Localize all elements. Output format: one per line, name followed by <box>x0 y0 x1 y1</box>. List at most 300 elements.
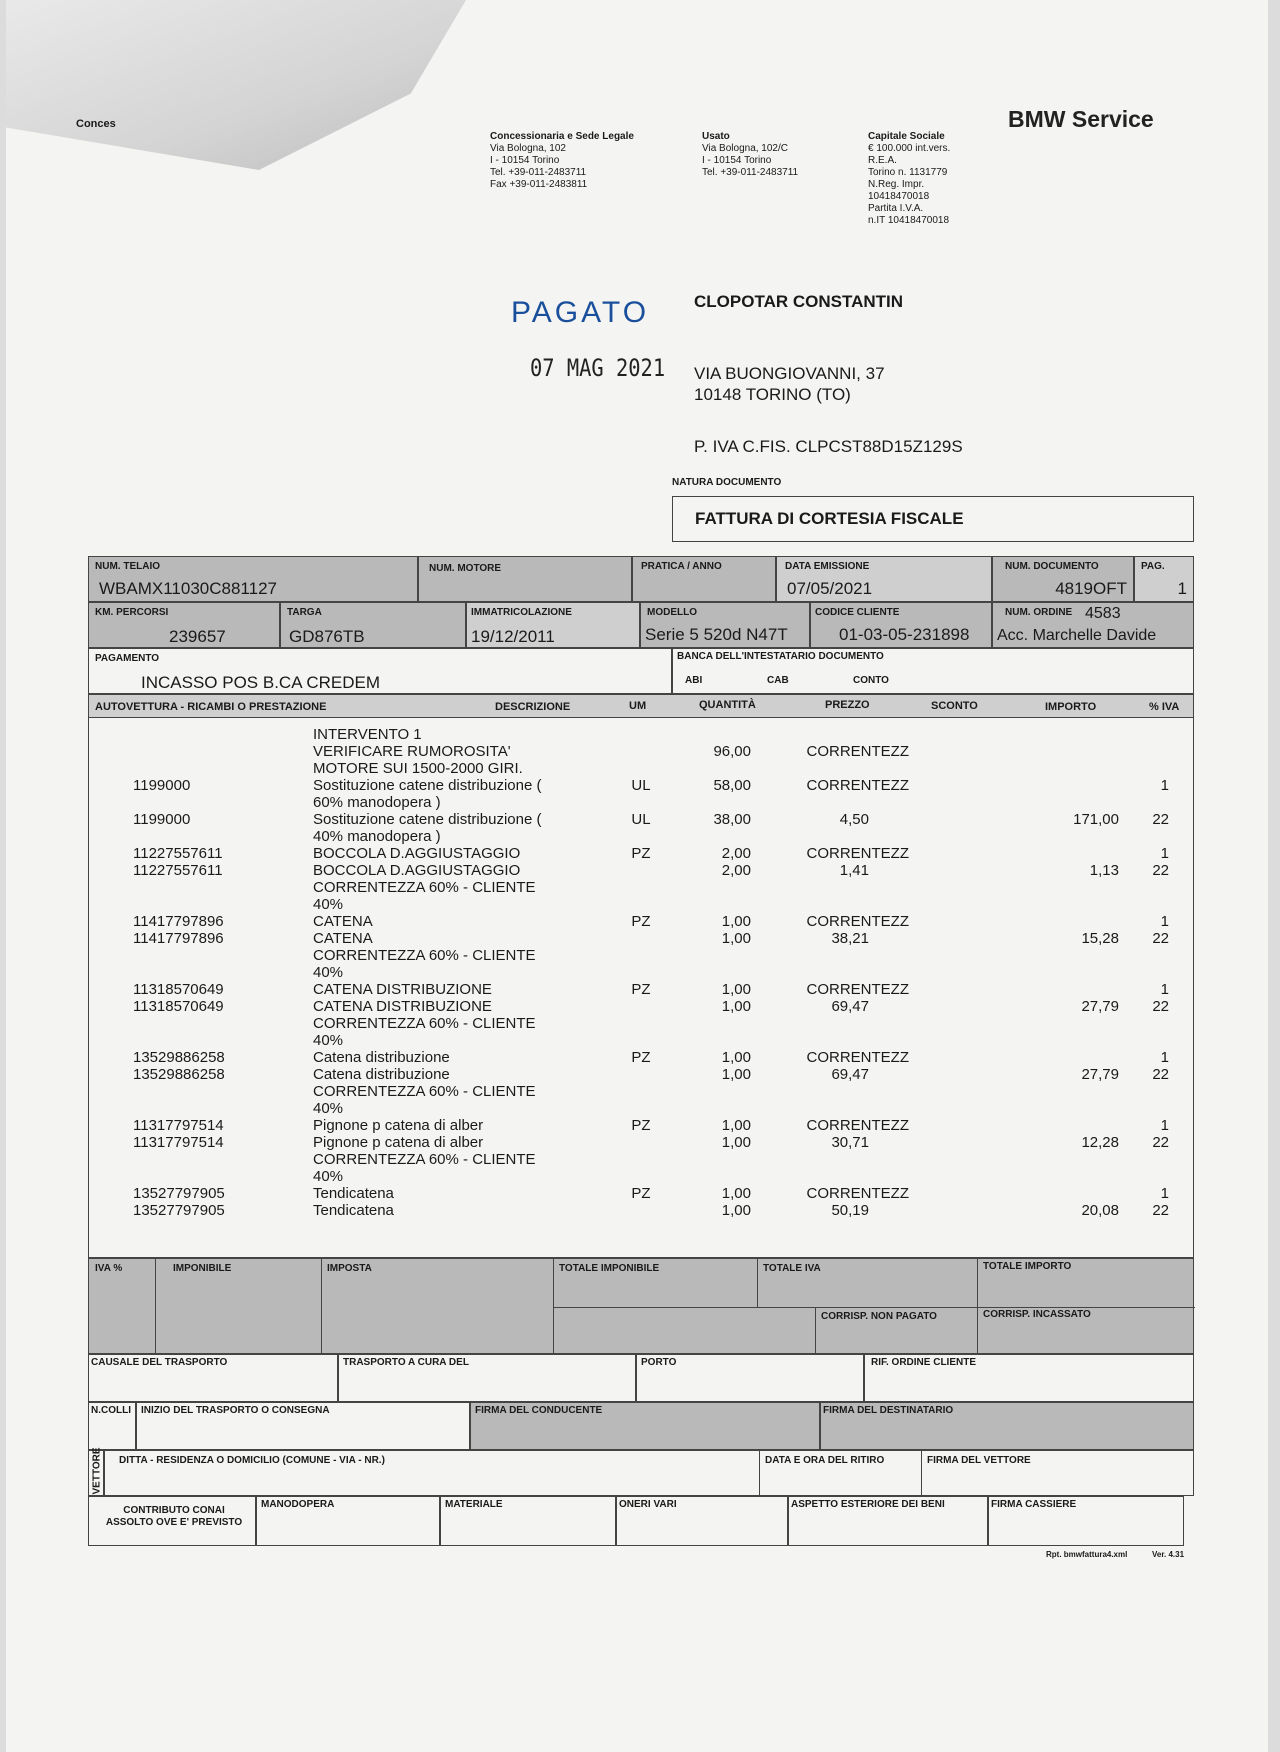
line-iva <box>1119 964 1195 981</box>
col-autovettura: AUTOVETTURA - RICAMBI O PRESTAZIONE <box>95 701 327 713</box>
line-code <box>133 760 313 777</box>
line-code: 11417797896 <box>133 913 224 930</box>
line-description: Catena distribuzione <box>313 1049 450 1066</box>
line-amount <box>1039 845 1119 862</box>
tot-totale-iva: TOTALE IVA <box>763 1263 821 1274</box>
trasporto-a-cura: TRASPORTO A CURA DEL <box>338 1354 636 1402</box>
line-quantity <box>671 1168 781 1185</box>
line-amount <box>1039 726 1119 743</box>
firma-cassiere-box: FIRMA CASSIERE <box>988 1496 1184 1546</box>
line-iva: 22 <box>1152 998 1169 1015</box>
line-description: CORRENTEZZA 60% - CLIENTE <box>313 1083 536 1100</box>
line-um: PZ <box>631 1049 651 1066</box>
col-sconto: SCONTO <box>931 700 978 712</box>
line-quantity <box>671 879 781 896</box>
line-description: Sostituzione catene distribuzione ( <box>313 811 542 828</box>
line-price: 4,50 <box>839 811 869 828</box>
n-colli: N.COLLI <box>88 1402 136 1450</box>
line-description: CATENA DISTRIBUZIONE <box>313 981 492 998</box>
col-iva: % IVA <box>1149 701 1180 713</box>
line-code: 11318570649 <box>133 981 224 998</box>
invoice-line-row <box>89 964 1195 981</box>
line-description: BOCCOLA D.AGGIUSTAGGIO <box>313 862 521 879</box>
invoice-line-row <box>89 828 1195 845</box>
line-um <box>611 862 671 879</box>
line-iva: 22 <box>1152 1134 1169 1151</box>
line-um: UL <box>631 811 651 828</box>
field-targa: TARGA GD876TB <box>280 602 466 648</box>
col-importo: IMPORTO <box>1045 701 1097 713</box>
line-amount <box>1039 1049 1119 1066</box>
line-iva <box>1119 1015 1195 1032</box>
line-quantity <box>671 1083 781 1100</box>
line-code <box>133 1015 313 1032</box>
invoice-line-row <box>89 811 1195 828</box>
line-price <box>781 879 909 896</box>
line-description: MOTORE SUI 1500-2000 GIRI. <box>313 760 523 777</box>
company-usato: Usato Via Bologna, 102/C I - 10154 Torino Tel. +39-011-2483711 <box>702 131 799 178</box>
invoice-line-row <box>89 1066 1195 1083</box>
invoice-line-row <box>89 862 1195 879</box>
tot-imponibile: IMPONIBILE <box>173 1263 232 1274</box>
line-quantity <box>671 1015 781 1032</box>
line-description: VERIFICARE RUMOROSITA' <box>313 743 511 760</box>
line-quantity: 2,00 <box>721 862 751 879</box>
line-amount <box>1039 1168 1119 1185</box>
line-quantity: 38,00 <box>713 811 751 828</box>
line-code: 13529886258 <box>133 1049 225 1066</box>
line-code <box>133 726 313 743</box>
line-quantity <box>671 947 781 964</box>
line-amount <box>1039 1185 1119 1202</box>
line-code <box>133 1032 313 1049</box>
line-description: CORRENTEZZA 60% - CLIENTE <box>313 1151 536 1168</box>
line-code <box>133 896 313 913</box>
aspetto-box: ASPETTO ESTERIORE DEI BENI <box>788 1496 988 1546</box>
line-iva <box>1119 1151 1195 1168</box>
line-code: 11227557611 <box>133 845 223 862</box>
tot-non-pagato: CORRISP. NON PAGATO <box>821 1311 937 1322</box>
line-price <box>781 1100 909 1117</box>
invoice-line-row <box>89 913 1195 930</box>
line-iva: 22 <box>1152 930 1169 947</box>
invoice-line-row <box>89 1202 1195 1219</box>
invoice-line-row <box>89 981 1195 998</box>
line-price: CORRENTEZZ <box>806 981 909 998</box>
invoice-line-row <box>89 896 1195 913</box>
field-codice-cliente: CODICE CLIENTE 01-03-05-231898 <box>810 602 992 648</box>
line-um <box>611 998 671 1015</box>
invoice-line-row <box>89 998 1195 1015</box>
line-amount <box>1039 947 1119 964</box>
natura-label: NATURA DOCUMENTO <box>672 477 782 488</box>
line-iva <box>1119 1100 1195 1117</box>
line-description: Pignone p catena di alber <box>313 1117 484 1134</box>
vettore-row: DITTA - RESIDENZA O DOMICILIO (COMUNE - VIA - NR.) DATA E ORA DEL RITIRO FIRMA DEL VETTORE <box>104 1450 1194 1496</box>
field-pagamento: PAGAMENTO INCASSO POS B.CA CREDEM <box>88 648 672 694</box>
line-price: 38,21 <box>831 930 869 947</box>
causale-trasporto: CAUSALE DEL TRASPORTO <box>88 1354 338 1402</box>
line-description: Pignone p catena di alber <box>313 1134 484 1151</box>
field-num-motore: NUM. MOTORE <box>418 556 632 602</box>
paid-stamp: PAGATO <box>511 296 650 329</box>
dealer-name-partial: Conces <box>76 118 116 130</box>
line-iva <box>1119 1083 1195 1100</box>
materiale-box: MATERIALE <box>440 1496 616 1546</box>
line-um <box>611 947 671 964</box>
stamp-date: 07 MAG 2021 <box>530 354 666 382</box>
line-quantity: 2,00 <box>721 845 751 862</box>
line-quantity <box>671 1100 781 1117</box>
line-amount <box>1039 1151 1119 1168</box>
line-amount <box>1039 743 1119 760</box>
oneri-box: ONERI VARI <box>616 1496 788 1546</box>
line-description: 40% <box>313 1168 344 1185</box>
line-iva: 1 <box>1160 777 1169 794</box>
tot-iva-pct: IVA % <box>95 1263 123 1274</box>
line-price: 69,47 <box>831 998 869 1015</box>
line-price <box>781 964 909 981</box>
line-quantity <box>671 964 781 981</box>
inizio-trasporto: INIZIO DEL TRASPORTO O CONSEGNA <box>136 1402 470 1450</box>
invoice-line-row <box>89 1083 1195 1100</box>
line-amount <box>1039 828 1119 845</box>
line-price: CORRENTEZZ <box>806 743 909 760</box>
line-description: CORRENTEZZA 60% - CLIENTE <box>313 947 536 964</box>
line-code: 1199000 <box>133 811 191 828</box>
line-um <box>611 964 671 981</box>
field-pratica: PRATICA / ANNO <box>632 556 776 602</box>
company-capitale: Capitale Sociale € 100.000 int.vers. R.E.A. Torino n. 1131779 N.Reg. Impr. 10418470018 Partita I.V.A. n.IT 10418470018 <box>868 131 951 226</box>
line-iva: 22 <box>1152 1202 1169 1219</box>
line-amount: 12,28 <box>1081 1134 1119 1151</box>
invoice-line-row <box>89 947 1195 964</box>
line-description: CATENA DISTRIBUZIONE <box>313 998 492 1015</box>
invoice-line-row <box>89 1032 1195 1049</box>
line-quantity: 1,00 <box>721 1134 751 1151</box>
line-um <box>611 794 671 811</box>
line-amount <box>1039 794 1119 811</box>
line-iva <box>1119 726 1195 743</box>
line-description: CORRENTEZZA 60% - CLIENTE <box>313 1015 536 1032</box>
line-description: Tendicatena <box>313 1202 394 1219</box>
line-code <box>133 794 313 811</box>
line-um <box>611 1066 671 1083</box>
line-iva: 22 <box>1152 1066 1169 1083</box>
line-um <box>611 726 671 743</box>
line-quantity <box>671 896 781 913</box>
line-price <box>781 1032 909 1049</box>
line-iva: 1 <box>1160 1185 1169 1202</box>
field-pagina: PAG. 1 <box>1134 556 1194 602</box>
field-num-telaio: NUM. TELAIO WBAMX11030C881127 <box>88 556 418 602</box>
line-amount <box>1039 879 1119 896</box>
line-code: 13529886258 <box>133 1066 225 1083</box>
line-code: 11417797896 <box>133 930 224 947</box>
line-amount <box>1039 1032 1119 1049</box>
line-iva: 1 <box>1160 845 1169 862</box>
line-iva: 1 <box>1160 913 1169 930</box>
line-um <box>611 1134 671 1151</box>
invoice-line-row <box>89 760 1195 777</box>
line-amount: 171,00 <box>1073 811 1119 828</box>
field-km: KM. PERCORSI 239657 <box>88 602 280 648</box>
line-code: 13527797905 <box>133 1185 225 1202</box>
col-quantita: QUANTITÀ <box>699 699 756 711</box>
rif-ordine-cliente: RIF. ORDINE CLIENTE <box>864 1354 1194 1402</box>
line-iva <box>1119 743 1195 760</box>
manodopera-box: MANODOPERA <box>256 1496 440 1546</box>
line-code <box>133 1151 313 1168</box>
line-amount <box>1039 760 1119 777</box>
field-num-ordine: NUM. ORDINE 4583 Acc. Marchelle Davide <box>992 602 1194 648</box>
invoice-line-row <box>89 1049 1195 1066</box>
line-price: 30,71 <box>831 1134 869 1151</box>
invoice-line-row <box>89 1151 1195 1168</box>
line-description: Sostituzione catene distribuzione ( <box>313 777 542 794</box>
line-quantity: 1,00 <box>721 998 751 1015</box>
line-quantity <box>671 760 781 777</box>
line-description: Catena distribuzione <box>313 1066 450 1083</box>
line-price <box>781 726 909 743</box>
invoice-line-row <box>89 1134 1195 1151</box>
line-code <box>133 828 313 845</box>
line-quantity: 1,00 <box>721 930 751 947</box>
invoice-line-row <box>89 1100 1195 1117</box>
line-code <box>133 743 313 760</box>
vettore-label-box: VETTORE <box>88 1450 104 1496</box>
line-iva <box>1119 760 1195 777</box>
porto: PORTO <box>636 1354 864 1402</box>
line-description: Tendicatena <box>313 1185 394 1202</box>
line-um <box>611 879 671 896</box>
line-price <box>781 896 909 913</box>
line-amount <box>1039 777 1119 794</box>
line-price: 1,41 <box>839 862 869 879</box>
invoice-line-row <box>89 1015 1195 1032</box>
line-um <box>611 1015 671 1032</box>
line-code <box>133 947 313 964</box>
line-price: CORRENTEZZ <box>806 777 909 794</box>
line-iva <box>1119 947 1195 964</box>
line-code: 1199000 <box>133 777 191 794</box>
customer-name: CLOPOTAR CONSTANTIN <box>694 292 904 311</box>
invoice-line-row <box>89 1168 1195 1185</box>
line-um <box>611 743 671 760</box>
line-iva: 1 <box>1160 1117 1169 1134</box>
folded-corner <box>6 0 466 170</box>
line-iva: 22 <box>1152 811 1169 828</box>
line-price: CORRENTEZZ <box>806 913 909 930</box>
company-sede: Concessionaria e Sede Legale Via Bologna, 102 I - 10154 Torino Tel. +39-011-2483711 Fax +39-011-2483811 <box>490 131 634 190</box>
line-price <box>781 1168 909 1185</box>
line-quantity: 1,00 <box>721 981 751 998</box>
line-code <box>133 1083 313 1100</box>
lines-area <box>88 718 1194 1258</box>
line-um <box>611 1151 671 1168</box>
line-price <box>781 794 909 811</box>
line-price: CORRENTEZZ <box>806 1185 909 1202</box>
field-num-documento: NUM. DOCUMENTO 4819OFT <box>992 556 1134 602</box>
line-quantity: 1,00 <box>721 1185 751 1202</box>
line-description: 60% manodopera ) <box>313 794 441 811</box>
line-quantity <box>671 1032 781 1049</box>
invoice-line-row <box>89 743 1195 760</box>
line-description: CORRENTEZZA 60% - CLIENTE <box>313 879 536 896</box>
customer-tax-id: P. IVA C.FIS. CLPCST88D15Z129S <box>694 437 963 456</box>
line-quantity: 1,00 <box>721 1202 751 1219</box>
line-um <box>611 1168 671 1185</box>
line-code: 11317797514 <box>133 1134 224 1151</box>
line-iva <box>1119 828 1195 845</box>
customer-street: VIA BUONGIOVANNI, 37 <box>694 364 885 383</box>
line-quantity <box>671 828 781 845</box>
line-price: CORRENTEZZ <box>806 845 909 862</box>
line-amount <box>1039 981 1119 998</box>
line-iva: 1 <box>1160 1049 1169 1066</box>
line-um <box>611 1100 671 1117</box>
line-amount: 20,08 <box>1081 1202 1119 1219</box>
line-description: BOCCOLA D.AGGIUSTAGGIO <box>313 845 521 862</box>
line-amount: 27,79 <box>1081 1066 1119 1083</box>
document-type: FATTURA DI CORTESIA FISCALE <box>695 509 964 528</box>
line-price: CORRENTEZZ <box>806 1049 909 1066</box>
line-amount <box>1039 1083 1119 1100</box>
field-immatricolazione: IMMATRICOLAZIONE 19/12/2011 <box>466 602 640 648</box>
col-um: UM <box>629 700 647 712</box>
line-amount <box>1039 964 1119 981</box>
line-um <box>611 760 671 777</box>
field-data-emissione: DATA EMISSIONE 07/05/2021 <box>776 556 992 602</box>
line-price <box>781 1151 909 1168</box>
line-price <box>781 947 909 964</box>
line-um: PZ <box>631 1185 651 1202</box>
line-code: 13527797905 <box>133 1202 225 1219</box>
line-price <box>781 828 909 845</box>
tot-totale-imponibile: TOTALE IMPONIBILE <box>559 1263 660 1274</box>
line-description: 40% <box>313 1032 344 1049</box>
line-quantity: 1,00 <box>721 1066 751 1083</box>
line-quantity: 1,00 <box>721 913 751 930</box>
line-price <box>781 760 909 777</box>
invoice-line-row <box>89 1185 1195 1202</box>
line-quantity: 1,00 <box>721 1049 751 1066</box>
line-um <box>611 930 671 947</box>
line-amount <box>1039 1100 1119 1117</box>
line-iva <box>1119 896 1195 913</box>
line-um <box>611 1032 671 1049</box>
line-um <box>611 896 671 913</box>
line-iva <box>1119 794 1195 811</box>
field-modello: MODELLO Serie 5 520d N47T <box>640 602 810 648</box>
line-code: 11318570649 <box>133 998 224 1015</box>
line-code <box>133 879 313 896</box>
brand-logo-text: BMW Service <box>1008 106 1154 132</box>
line-quantity: 1,00 <box>721 1117 751 1134</box>
line-code <box>133 964 313 981</box>
line-amount <box>1039 1117 1119 1134</box>
line-code: 11227557611 <box>133 862 223 879</box>
line-quantity: 58,00 <box>713 777 751 794</box>
line-iva: 22 <box>1152 862 1169 879</box>
invoice-line-row <box>89 879 1195 896</box>
tot-imposta: IMPOSTA <box>327 1263 372 1274</box>
line-description: 40% <box>313 964 344 981</box>
line-description: CATENA <box>313 930 373 947</box>
line-amount <box>1039 1015 1119 1032</box>
line-amount: 15,28 <box>1081 930 1119 947</box>
line-price: 69,47 <box>831 1066 869 1083</box>
line-quantity <box>671 1151 781 1168</box>
line-um <box>611 828 671 845</box>
field-banca: BANCA DELL'INTESTATARIO DOCUMENTO ABI CAB CONTO <box>672 648 1194 694</box>
line-code <box>133 1168 313 1185</box>
col-prezzo: PREZZO <box>825 699 870 711</box>
line-description: 40% manodopera ) <box>313 828 441 845</box>
invoice-line-row <box>89 794 1195 811</box>
line-description: INTERVENTO 1 <box>313 726 422 743</box>
invoice-line-row <box>89 845 1195 862</box>
lines-header <box>88 694 1194 718</box>
footer-version: Ver. 4.31 <box>1152 1550 1185 1559</box>
natura-box <box>672 496 1194 542</box>
line-um: UL <box>631 777 651 794</box>
tot-totale-importo: TOTALE IMPORTO <box>983 1261 1072 1272</box>
line-quantity: 96,00 <box>713 743 751 760</box>
line-price: 50,19 <box>831 1202 869 1219</box>
invoice-line-row <box>89 930 1195 947</box>
tot-incassato: CORRISP. INCASSATO <box>983 1309 1091 1320</box>
line-amount <box>1039 913 1119 930</box>
line-um: PZ <box>631 913 651 930</box>
line-description: CATENA <box>313 913 373 930</box>
line-code <box>133 1100 313 1117</box>
line-quantity <box>671 726 781 743</box>
line-description: 40% <box>313 896 344 913</box>
invoice-line-row <box>89 726 1195 743</box>
line-code: 11317797514 <box>133 1117 224 1134</box>
line-price <box>781 1083 909 1100</box>
line-um: PZ <box>631 1117 651 1134</box>
invoice-sheet <box>6 0 1268 1752</box>
line-amount: 27,79 <box>1081 998 1119 1015</box>
line-price: CORRENTEZZ <box>806 1117 909 1134</box>
invoice-line-row <box>89 777 1195 794</box>
line-iva <box>1119 1168 1195 1185</box>
col-descrizione: DESCRIZIONE <box>495 701 571 713</box>
line-price <box>781 1015 909 1032</box>
line-description: 40% <box>313 1100 344 1117</box>
customer-city: 10148 TORINO (TO) <box>694 385 851 404</box>
firma-conducente: FIRMA DEL CONDUCENTE <box>470 1402 820 1450</box>
line-amount: 1,13 <box>1089 862 1119 879</box>
footer-file: Rpt. bmwfattura4.xml <box>1046 1550 1128 1559</box>
line-iva <box>1119 879 1195 896</box>
line-um: PZ <box>631 845 651 862</box>
line-um <box>611 1202 671 1219</box>
totals-area <box>88 1258 1194 1354</box>
invoice-lines-table <box>89 726 1195 1219</box>
invoice-line-row <box>89 1117 1195 1134</box>
line-um <box>611 1083 671 1100</box>
line-iva: 1 <box>1160 981 1169 998</box>
line-amount <box>1039 896 1119 913</box>
line-quantity <box>671 794 781 811</box>
line-um: PZ <box>631 981 651 998</box>
line-iva <box>1119 1032 1195 1049</box>
conai-box: CONTRIBUTO CONAI ASSOLTO OVE E' PREVISTO <box>88 1496 256 1546</box>
firma-destinatario: FIRMA DEL DESTINATARIO <box>820 1402 1194 1450</box>
